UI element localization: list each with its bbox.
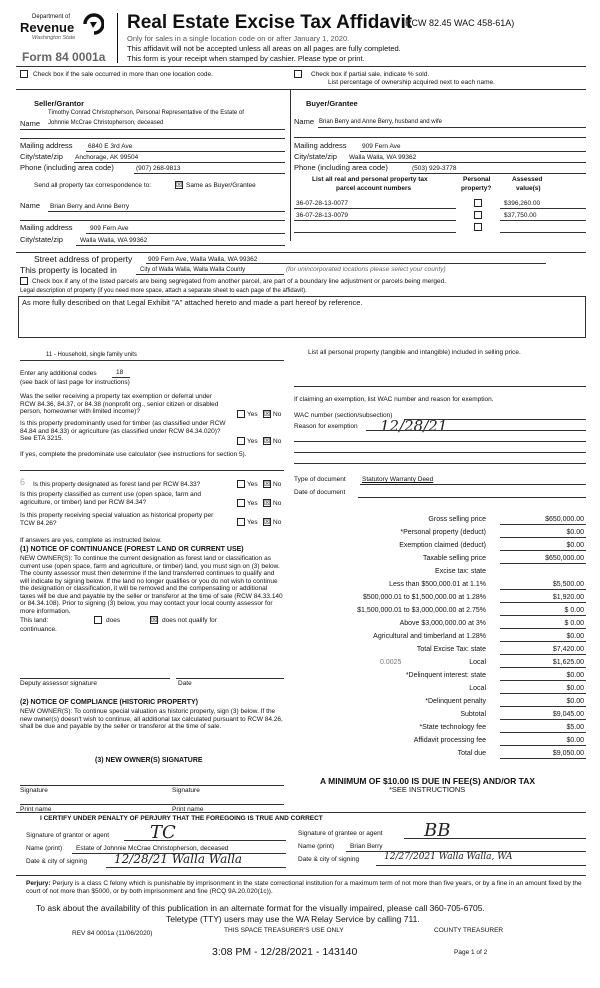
certify-heading: I CERTIFY UNDER PENALTY OF PERJURY THAT THE FOREGOING IS TRUE AND CORRECT (40, 815, 323, 822)
parcel-col-header-2: parcel account numbers (336, 185, 412, 192)
tax-label: $500,000.01 to $1,500,000.00 at 1.28% (363, 594, 486, 601)
grantor-signature-label: Signature of grantor or agent (26, 832, 110, 839)
perjury-notice (26, 880, 582, 895)
tax-label: Total due (457, 750, 486, 757)
dor-mark-icon (82, 12, 104, 36)
tax-value: $ 0.00 (564, 620, 584, 627)
legal-description-label: Legal description of property (if you need more space, attach a separate sheet to each page of the affidavit). (20, 288, 307, 294)
tax-label: *Personal property (deduct) (400, 529, 486, 536)
notice-continuance-body: NEW OWNER(S): To continue the current designation as forest land or classification as current use (open space, farm and agriculture, or timber) land, you must sign on (3) below. The county assessor must then determine if the land transferred continues to qualify and will indicate by signing below. If the land no longer qualifies or you do not wish to continue the designation or classification, it will be removed and the compensating or additional taxes will be due and payable by the seller or transferor at the time of sale (RCW 84.33.140 or 84.34.108). Prior to signing (3) below, you may contact your local county assessor for more information. (20, 555, 283, 615)
tax-value: $5.00 (566, 724, 584, 731)
tax-value: $ 0.00 (564, 607, 584, 614)
dept-line3: Washington State (32, 35, 76, 41)
seller-name-label: Name (20, 119, 41, 128)
corr-city-label: City/state/zip (20, 235, 63, 244)
legal-description: As more fully described on that Legal Exhibit "A" attached hereto and made a part hereof by reference. (22, 298, 363, 307)
corr-name-label: Name (20, 201, 41, 210)
owner-print-name-label-1: Print name (20, 806, 52, 813)
parcel-2-personal-checkbox[interactable] (474, 211, 482, 219)
tax-label: Affidavit processing fee (413, 737, 486, 744)
tax-value: $5,500.00 (552, 581, 584, 588)
tax-value: $1,920.00 (552, 594, 584, 601)
q1-yes-label: Yes (247, 411, 258, 418)
tax-label: Above $3,000,000.00 at 3% (399, 620, 486, 627)
historic-question: Is this property receiving special valuation as historical property per TCW 84.26? (20, 512, 214, 527)
doc-date-label: Date of document (294, 489, 346, 496)
buyer-mailing-label: Mailing address (294, 141, 347, 150)
predominant-use-note: If yes, complete the predominate use calculator (see instructions for section 5). (20, 451, 247, 458)
grantor-signature[interactable]: TC (150, 822, 176, 843)
page-title: Real Estate Excise Tax Affidavit (127, 12, 413, 33)
tax-value: $0.00 (566, 633, 584, 640)
minimum-fee-note: A MINIMUM OF $10.00 IS DUE IN FEE(S) AND/OR TAX (320, 776, 536, 786)
additional-codes-label: Enter any additional codes (20, 370, 97, 377)
q5-no-checkbox[interactable]: ☒ (264, 519, 271, 526)
alt-format-notice: To ask about the availability of this publication in an alternate format for the visually impaired, please call 360-705-6705. (36, 903, 485, 913)
tax-value: $0.00 (566, 685, 584, 692)
tax-label: Less than $500,000.01 at 1.1% (389, 581, 486, 588)
deputy-signature-label: Deputy assessor signature (20, 680, 97, 687)
parcel-col-header: List all real and personal property tax (312, 176, 428, 183)
buyer-city-label: City/state/zip (294, 152, 337, 161)
tax-value: $9,050.00 (552, 750, 584, 757)
partial-sale-label: Check box if partial sale, indicate % sold. (311, 71, 430, 78)
reason-handwritten: 12/28/21 (380, 417, 448, 435)
tax-label: Exemption claimed (deduct) (399, 542, 486, 549)
parcel-value-1: $396,260.00 (504, 200, 541, 207)
q2-no-label: No (273, 438, 282, 445)
grantee-signature[interactable]: BB (424, 820, 451, 841)
seller-city-label: City/state/zip (20, 152, 63, 161)
tax-value: $650,000.00 (545, 555, 584, 562)
multi-location-label: Check box if the sale occurred in more than one location code. (33, 71, 213, 78)
deputy-date-label: Date (178, 680, 192, 687)
grantee-date-city: 12/27/2021 Walla Walla, WA (384, 852, 513, 862)
buyer-phone: (503) 929-3778 (412, 165, 457, 172)
located-in: City of Walla Walla, Walla Walla County (140, 267, 246, 273)
additional-codes-note: (see back of last page for instructions) (20, 379, 130, 386)
corr-mailing-label: Mailing address (20, 223, 73, 232)
q5-yes-label: Yes (247, 519, 258, 526)
current-use-question: Is this property classified as current use (open space, farm and agriculture, or timber) land per RCW 84.34? (20, 491, 202, 506)
new-owner-signature-heading: (3) NEW OWNER(S) SIGNATURE (95, 757, 203, 764)
seller-heading: Seller/Grantor (34, 99, 85, 108)
tax-value: $9,045.00 (552, 711, 584, 718)
tax-label: *Delinquent interest: state (405, 672, 486, 679)
perjury-text: Perjury is a class C felony which is punishable by imprisonment in the state correctional institution for a maximum term of not more than five years, or by a fine in an amount fixed by the court of not more than $5000, or by both imprisonment and fine (RCQ 9A.20.020(1c)). (26, 880, 582, 895)
use-code: 11 - Household, single family units (46, 352, 137, 358)
grantee-signature-label: Signature of grantee or agent (298, 830, 383, 837)
treasurer-use-only: THIS SPACE TREASURER'S USE ONLY (224, 927, 344, 934)
parcel-number-2: 36-07-28-13-0079 (296, 212, 349, 219)
perjury-label: Perjury: (26, 880, 51, 887)
q1-no-checkbox[interactable]: ☒ (264, 411, 271, 418)
tax-label: Taxable selling price (422, 555, 486, 562)
forest-land-question: Is this property designated as forest land per RCW 84.33? (33, 481, 201, 488)
exemption-claim-label: If claiming an exemption, list WAC number and reason for exemption. (294, 396, 494, 403)
tax-value: $0.00 (566, 672, 584, 679)
doc-type-label: Type of document (294, 476, 346, 483)
tax-label: Agricultural and timberland at 1.28% (373, 633, 486, 640)
buyer-heading: Buyer/Grantee (306, 99, 358, 108)
tax-label: Excise tax: state (435, 568, 486, 575)
personal-col-header: Personal (463, 176, 491, 183)
does-not-qualify-checkbox[interactable]: ☒ (151, 617, 158, 624)
q3-yes-label: Yes (247, 481, 258, 488)
partial-sale-checkbox[interactable] (294, 70, 302, 78)
county-treasurer: COUNTY TREASURER (434, 927, 504, 934)
seller-city: Anchorage, AK 99504 (75, 154, 139, 161)
parcel-3-personal-checkbox[interactable] (474, 223, 482, 231)
owner-signature-label-1: Signature (20, 787, 48, 794)
tax-label: Total Excise Tax: state (416, 646, 486, 653)
does-qualify-checkbox[interactable] (94, 616, 102, 624)
wac-number-label: WAC number (section/subsection) (294, 412, 393, 419)
tax-value: $0.00 (566, 529, 584, 536)
tax-label: $1,500,000.01 to $3,000,000.00 at 2.75% (357, 607, 486, 614)
doc-type: Statutory Warranty Deed (362, 476, 434, 483)
assessed-col-header-2: value(s) (516, 185, 541, 192)
corr-name: Brian Berry and Anne Berry (50, 203, 130, 210)
located-in-label: This property is located in (20, 265, 117, 275)
does-not-qualify-label: does not qualify for (162, 617, 217, 624)
section-6-number: 6 (20, 477, 26, 487)
notice-continuance-title: (1) NOTICE OF CONTINUANCE (FOREST LAND OR CURRENT USE) (20, 546, 244, 553)
grantor-name-label: Name (print) (26, 845, 63, 852)
owner-signature-label-2: Signature (172, 787, 200, 794)
q1-yes-checkbox[interactable] (237, 410, 245, 418)
partial-pct-label: List percentage of ownership acquired next to each name. (328, 79, 495, 86)
tax-label: Subtotal (460, 711, 486, 718)
buyer-phone-label: Phone (including area code) (294, 163, 388, 172)
street-address-label: Street address of property (34, 254, 133, 264)
tty-notice: Teletype (TTY) users may use the WA Relay Service by calling 711. (166, 914, 420, 924)
personal-col-header-2: property? (461, 185, 492, 192)
grantor-name: Estate of Johnnie McCrae Christopherson, deceased (76, 845, 229, 852)
owner-print-name-label-2: Print name (172, 806, 204, 813)
additional-codes-value: 18 (116, 369, 124, 376)
same-as-buyer-checkbox[interactable]: ☒ (176, 182, 183, 189)
seller-mailing: 6840 E 3rd Ave (88, 143, 133, 150)
header-notice-1: Only for sales in a single location code on or after January 1, 2020. (127, 34, 350, 43)
personal-property-list-label: List all personal property (tangible and intangible) included in selling price. (308, 349, 521, 356)
street-address: 909 Fern Ave, Walla Walla, WA 99362 (148, 256, 258, 263)
corr-city: Walla Walla, WA 99362 (80, 237, 148, 244)
grantor-date-city: 12/28/21 Walla Walla (114, 852, 243, 866)
segregated-checkbox[interactable] (20, 277, 28, 285)
revision: REV 84 0001a (11/06/2020) (72, 930, 153, 937)
answers-note: If answers are yes, complete as instructed below. (20, 537, 162, 544)
buyer-mailing: 909 Fern Ave (362, 143, 401, 150)
located-note: (for unincorporated locations please select your county) (286, 266, 446, 273)
tax-label: Gross selling price (428, 516, 486, 523)
seller-name-line1: Timothy Conrad Christopherson, Personal Representative of the Estate of (48, 110, 244, 116)
see-instructions: *SEE INSTRUCTIONS (389, 785, 466, 794)
title-citation: (RCW 82.45 WAC 458-61A) (402, 18, 515, 28)
tax-label: Local (469, 685, 486, 692)
seller-mailing-label: Mailing address (20, 141, 73, 150)
exemption-question: Was the seller receiving a property tax exemption or deferral under RCW 84.36, 84.37, or 84.38 (nonprofit org., senior citizen or disabled person, homeowner with limited income)? (20, 393, 219, 415)
q4-yes-checkbox[interactable] (237, 499, 245, 507)
form-number: Form 84 0001a (22, 50, 106, 64)
q4-no-label: No (273, 500, 282, 507)
this-land-label: This land: (20, 617, 49, 624)
q3-yes-checkbox[interactable] (237, 480, 245, 488)
timber-question: Is this property predominantly used for timber (as classified under RCW 84.84 and 84.33) or agriculture (as classified under RCW 84.34.020)? See ETA 3215. (20, 420, 226, 442)
q2-yes-label: Yes (247, 438, 258, 445)
seller-name-line2: Johnnie McCrae Christopherson, deceased (48, 120, 164, 126)
notice-compliance-title: (2) NOTICE OF COMPLIANCE (HISTORIC PROPERTY) (20, 699, 198, 706)
grantee-name: Brian Berry (350, 843, 383, 850)
tax-value: $0.00 (566, 542, 584, 549)
header-notice-2: This affidavit will not be accepted unless all areas on all pages are fully completed. (127, 44, 401, 53)
seller-phone-label: Phone (including area code) (20, 163, 114, 172)
q4-yes-label: Yes (247, 500, 258, 507)
buyer-city: Walla Walla, WA 99362 (349, 154, 417, 161)
multi-location-checkbox[interactable] (20, 70, 28, 78)
assessed-col-header: Assessed (512, 176, 543, 183)
grantee-name-label: Name (print) (298, 843, 335, 850)
tax-value: $1,625.00 (552, 659, 584, 666)
q5-yes-checkbox[interactable] (237, 518, 245, 526)
tax-label: *State technology fee (419, 724, 486, 731)
send-correspondence-label: Send all property tax correspondence to: (34, 182, 152, 189)
legal-description-box[interactable] (18, 296, 586, 338)
q2-no-checkbox[interactable]: ☒ (264, 438, 271, 445)
local-rate: 0.0025 (380, 659, 402, 666)
buyer-name-label: Name (294, 117, 315, 126)
seller-phone: (907) 268-9813 (136, 165, 181, 172)
q1-no-label: No (273, 411, 282, 418)
header-notice-3: This form is your receipt when stamped by cashier. Please type or print. (127, 54, 365, 63)
tax-value: $0.00 (566, 698, 584, 705)
tax-value: $0.00 (566, 737, 584, 744)
tax-value: $650,000.00 (545, 516, 584, 523)
grantee-date-label: Date & city of signing (298, 856, 360, 863)
q5-no-label: No (273, 519, 282, 526)
dept-line1: Department of (32, 14, 71, 20)
buyer-name: Brian Berry and Anne Berry, husband and wife (319, 119, 442, 125)
parcel-value-2: $37,750.00 (504, 212, 537, 219)
dept-line2: Revenue (20, 20, 75, 35)
corr-mailing: 909 Fern Ave (90, 225, 129, 232)
tax-label: *Delinquent penalty (425, 698, 486, 705)
q4-no-checkbox[interactable]: ☒ (264, 500, 271, 507)
reason-label: Reason for exemption (294, 423, 358, 430)
continuance-label: continuance. (20, 626, 57, 633)
same-as-buyer-label: Same as Buyer/Grantee (186, 182, 256, 189)
notice-compliance-body: NEW OWNER(S): To continue special valuation as historic property, sign (3) below. If the new owner(s) doesn't wish to continue, all additional tax calculated pursuant to RCW 84.26, shall be due and payable by the seller or transferor at the time of sale. (20, 708, 283, 730)
receipt-stamp: 3:08 PM - 12/28/2021 - 143140 (212, 946, 358, 958)
does-qualify-label: does (106, 617, 121, 624)
grantor-date-label: Date & city of signing (26, 858, 88, 865)
q3-no-label: No (273, 481, 282, 488)
parcel-1-personal-checkbox[interactable] (474, 199, 482, 207)
page-number: Page 1 of 2 (454, 949, 488, 956)
segregated-label: Check box if any of the listed parcels are being segregated from another parcel, are part of a boundary line adjustment or parcels being merged. (32, 278, 447, 285)
tax-value: $7,420.00 (552, 646, 584, 653)
parcel-number-1: 36-07-28-13-0077 (296, 200, 349, 207)
q2-yes-checkbox[interactable] (237, 437, 245, 445)
tax-label: Local (469, 659, 486, 666)
q3-no-checkbox[interactable]: ☒ (264, 481, 271, 488)
